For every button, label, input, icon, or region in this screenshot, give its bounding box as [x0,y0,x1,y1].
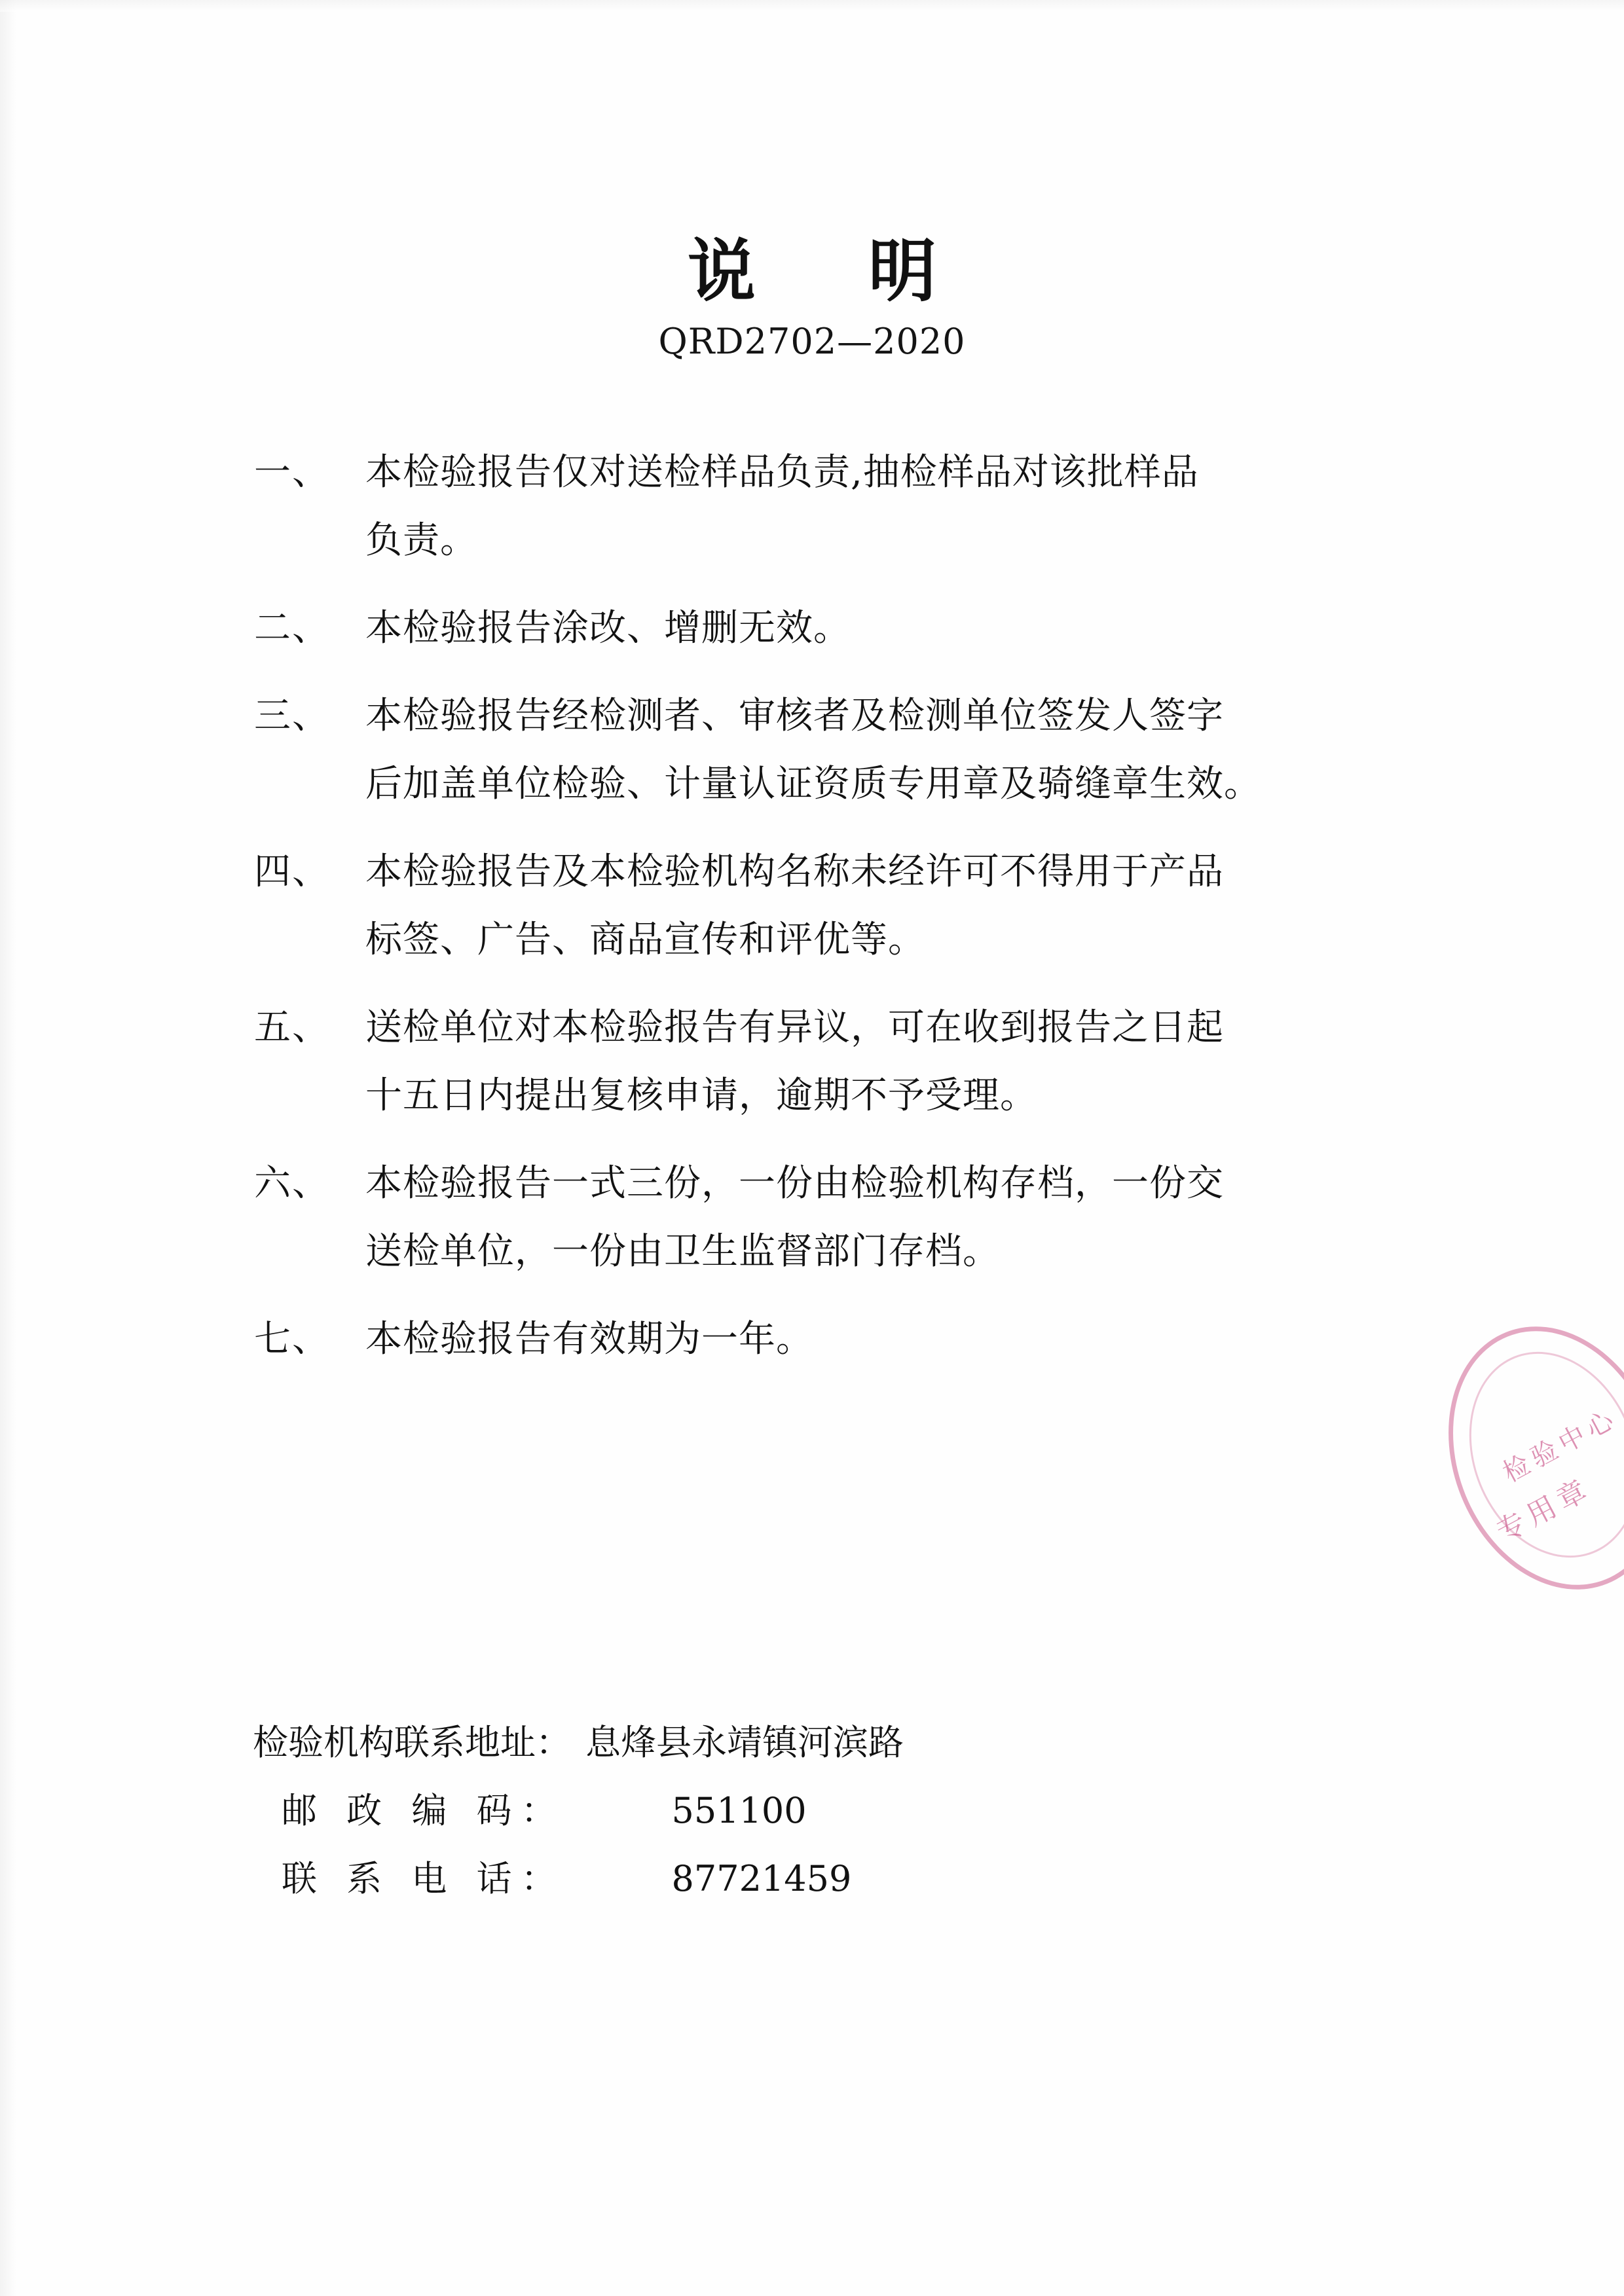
stamp-text-line1: 检验中心 [1498,1402,1623,1489]
stamp-inner-ring [1439,1326,1624,1584]
clause-line: 本检验报告及本检验机构名称未经许可不得用于产品 [365,850,1224,893]
document-code: QRD2702—2020 [658,321,966,362]
clause-number: 五、 [254,1006,330,1049]
clause-text [365,1305,1407,1374]
clause-line: 本检验报告涂改、增删无效。 [365,607,851,649]
page-title: 说 明 [687,231,959,311]
clause-item [254,1150,1407,1286]
stamp-outer-ring [1411,1294,1624,1622]
clause-number: 六、 [254,1162,330,1205]
contact-phone-label: 联 系 电 话： [282,1858,566,1899]
clause-line: 本检验报告经检测者、审核者及检测单位签发人签字 [365,695,1224,737]
contact-postcode-label: 邮 政 编 码： [282,1790,566,1831]
clause-text [365,439,1407,575]
clause-line: 本检验报告有效期为一年。 [365,1318,813,1360]
clause-list [254,439,1407,1393]
contact-address-row [253,1709,1431,1777]
contact-phone-row [253,1845,1431,1913]
clause-text [365,682,1407,818]
clause-line: 本检验报告一式三份，一份由检验机构存档，一份交 [365,1162,1224,1205]
contact-postcode-row [253,1777,1431,1845]
contact-postcode-value: 551100 [671,1790,807,1831]
stamp-text-line2: 专用章 [1491,1471,1597,1550]
contact-address-value: 息烽县永靖镇河滨路 [585,1722,904,1763]
clause-item [254,994,1407,1130]
contact-phone-value: 87721459 [671,1858,852,1899]
clause-line: 负责。 [365,519,477,562]
clause-text [365,838,1407,974]
clause-item [254,439,1407,575]
clause-number: 三、 [254,695,330,737]
clause-number: 一、 [254,451,330,494]
clause-number: 七、 [254,1318,330,1360]
clause-line: 本检验报告仅对送检样品负责,抽检样品对该批样品 [365,451,1199,494]
contact-block [253,1709,1431,1913]
clause-text [365,594,1407,663]
clause-item [254,682,1407,818]
official-stamp-icon [1454,1322,1624,1597]
clause-line: 十五日内提出复核申请，逾期不予受理。 [365,1074,1037,1117]
clause-line: 后加盖单位检验、计量认证资质专用章及骑缝章生效。 [365,763,1261,805]
clause-line: 送检单位，一份由卫生监督部门存档。 [365,1230,1000,1273]
clause-text [365,1150,1407,1286]
clause-item [254,594,1407,663]
clause-line: 标签、广告、商品宣传和评优等。 [365,919,925,961]
clause-text [365,994,1407,1130]
clause-line: 送检单位对本检验报告有异议，可在收到报告之日起 [365,1006,1224,1049]
clause-number: 二、 [254,607,330,649]
contact-address-label: 检验机构联系地址： [253,1722,571,1763]
clause-item [254,838,1407,974]
clause-number: 四、 [254,850,330,893]
clause-item [254,1305,1407,1374]
